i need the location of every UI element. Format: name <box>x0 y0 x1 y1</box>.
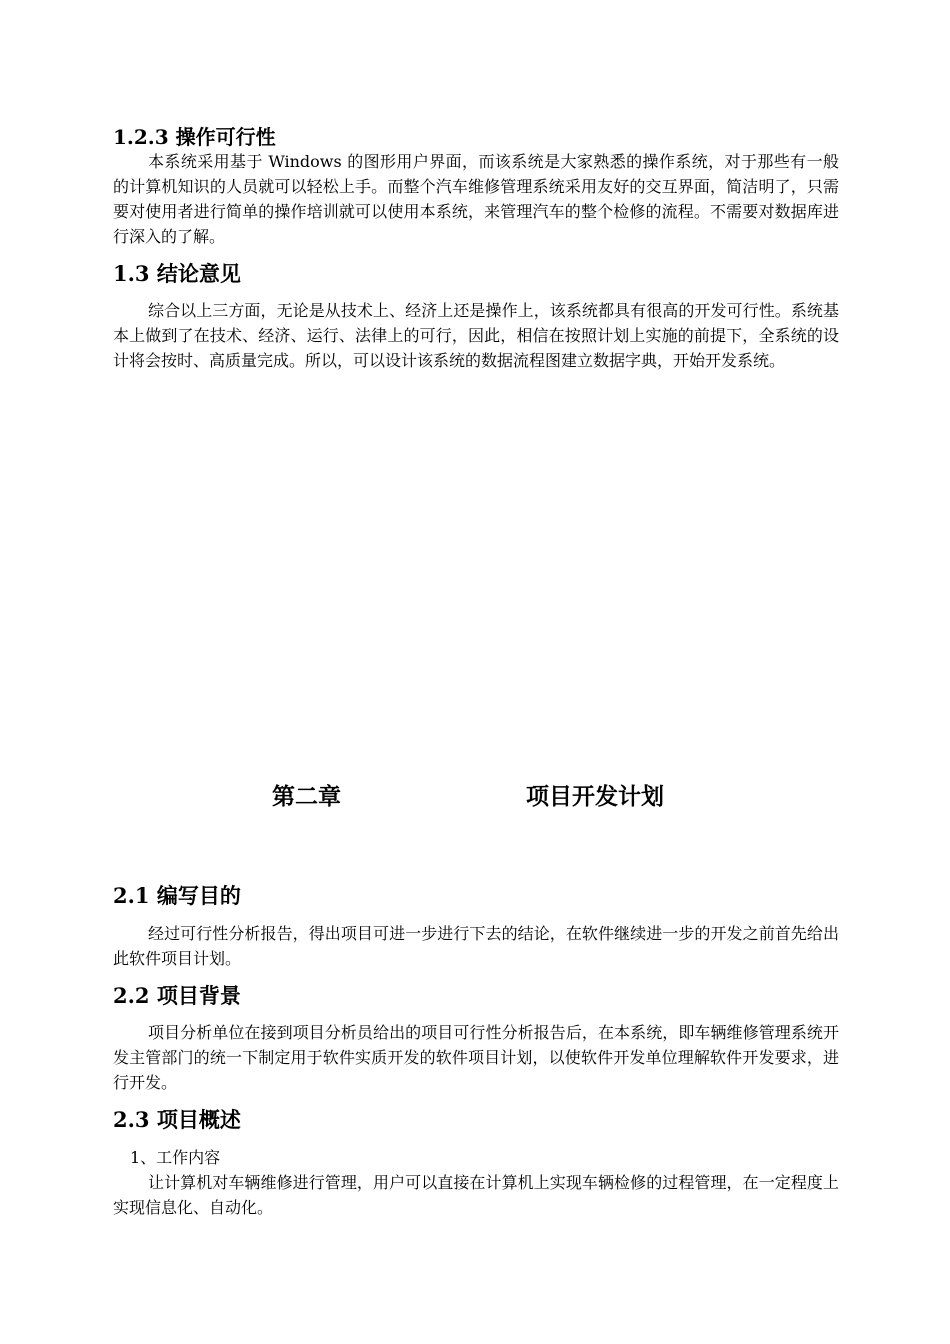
list-item-label: 1、工作内容 <box>130 1148 221 1167</box>
chapter-number: 第二章 <box>272 783 341 810</box>
section-heading-2-1: 2.1 编写目的 <box>113 883 241 908</box>
section-heading-1-2-3: 1.2.3 操作可行性 <box>113 125 276 149</box>
section-heading-2-3: 2.3 项目概述 <box>113 1107 241 1132</box>
chapter-title: 项目开发计划 <box>526 783 664 810</box>
list-item-body: 让计算机对车辆维修进行管理，用户可以直接在计算机上实现车辆检修的过程管理，在一定程度上实现信息化、自动化。 <box>113 1173 839 1217</box>
section-heading-2-2: 2.2 项目背景 <box>113 983 241 1008</box>
section-body-1-2-3: 本系统采用基于 Windows 的图形用户界面，而该系统是大家熟悉的操作系统，对于那些有一般的计算机知识的人员就可以轻松上手。而整个汽车维修管理系统采用友好的交互界面，简洁明了，只需要对使用者进行简单的操作培训就可以使用本系统，来管理汽车的整个检修的流程。不需要对数据库进行深入的了解。 <box>113 152 839 246</box>
section-body-2-1: 经过可行性分析报告，得出项目可进一步进行下去的结论，在软件继续进一步的开发之前首先给出此软件项目计划。 <box>113 924 839 968</box>
section-body-2-2: 项目分析单位在接到项目分析员给出的项目可行性分析报告后，在本系统，即车辆维修管理系统开发主管部门的统一下制定用于软件实质开发的软件项目计划，以使软件开发单位理解软件开发要求，进行开发。 <box>113 1023 839 1092</box>
section-heading-1-3: 1.3 结论意见 <box>113 261 241 286</box>
section-body-1-3: 综合以上三方面，无论是从技术上、经济上还是操作上，该系统都具有很高的开发可行性。系统基本上做到了在技术、经济、运行、法律上的可行，因此，相信在按照计划上实施的前提下，全系统的设计将会按时、高质量完成。所以，可以设计该系统的数据流程图建立数据字典，开始开发系统。 <box>113 301 839 370</box>
